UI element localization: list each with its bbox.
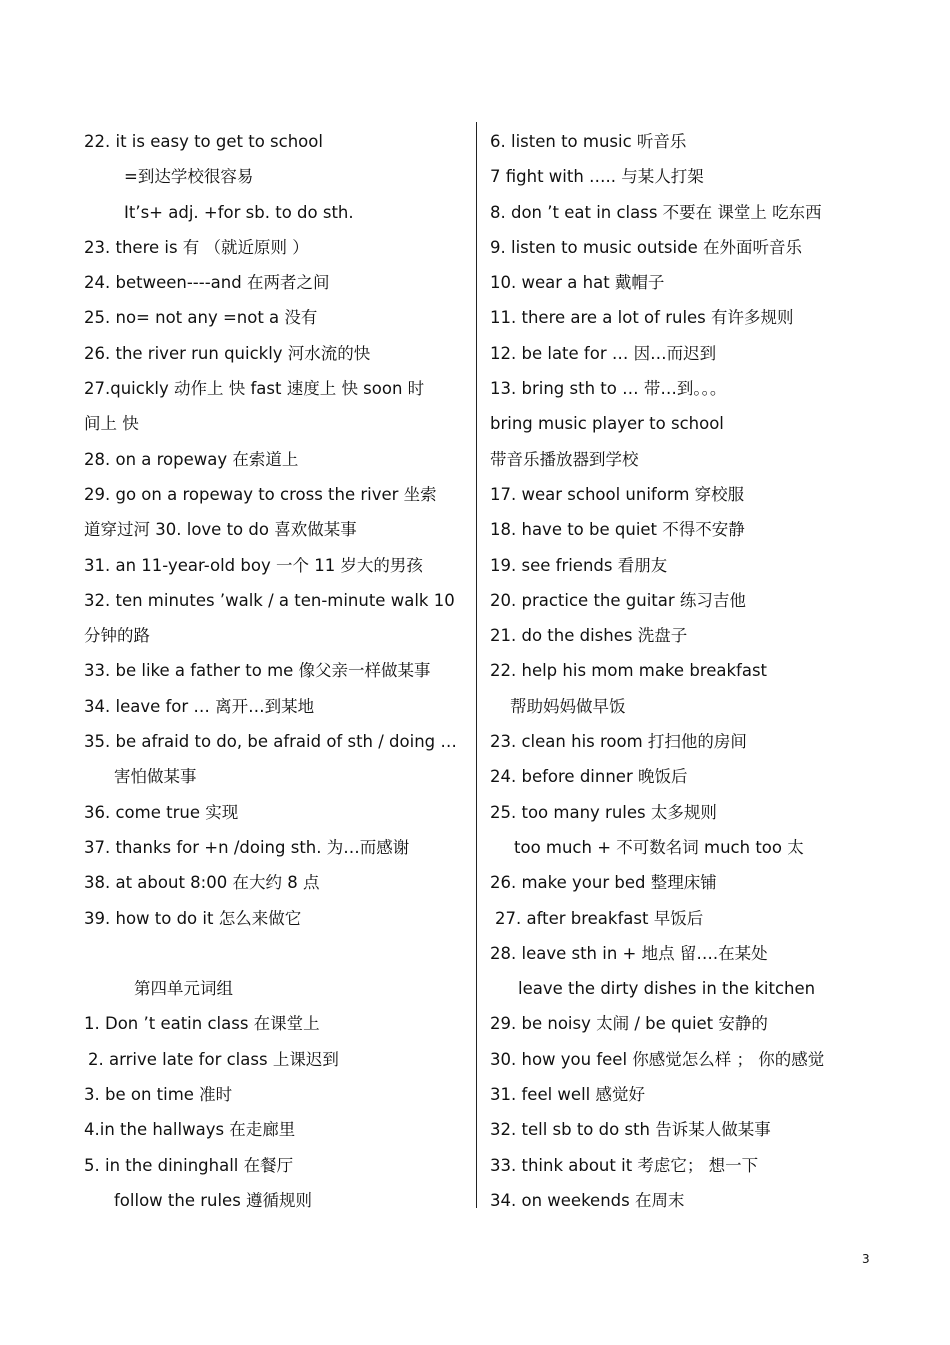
phrase-line: 33. be like a father to me 像父亲一样做某事	[84, 661, 431, 681]
phrase-line: 21. do the dishes 洗盘子	[490, 626, 688, 646]
phrase-line: 32. tell sb to do sth 告诉某人做某事	[490, 1120, 771, 1140]
phrase-line: 31. feel well 感觉好	[490, 1085, 645, 1105]
phrase-line: bring music player to school	[490, 414, 724, 434]
phrase-line: 24. between----and 在两者之间	[84, 273, 330, 293]
phrase-line: 38. at about 8:00 在大约 8 点	[84, 873, 320, 893]
phrase-line: 28. on a ropeway 在索道上	[84, 449, 299, 469]
left-column	[84, 124, 464, 1218]
phrase-line: 34. leave for … 离开…到某地	[84, 696, 315, 716]
phrase-line: 25. too many rules 太多规则	[490, 802, 717, 822]
phrase-line: 27. after breakfast 早饭后	[495, 908, 704, 928]
phrase-line: 22. help his mom make breakfast	[490, 661, 768, 681]
phrase-line: 17. wear school uniform 穿校服	[490, 484, 745, 504]
phrase-line: 25. no= not any =not a 没有	[84, 308, 318, 328]
phrase-line: 29. be noisy 太闹 / be quiet 安静的	[490, 1014, 768, 1034]
phrase-line: 8. don ’t eat in class 不要在 课堂上 吃东西	[490, 202, 822, 222]
phrase-line: 间上 快	[84, 414, 139, 434]
phrase-line: 23. there is 有 （就近原则 ）	[84, 237, 309, 257]
phrase-line: 帮助妈妈做早饭	[510, 696, 626, 716]
phrase-line: 39. how to do it 怎么来做它	[84, 908, 302, 928]
phrase-line: 9. listen to music outside 在外面听音乐	[490, 237, 802, 257]
column-divider	[476, 122, 477, 1208]
phrase-line: 22. it is easy to get to school	[84, 132, 323, 151]
phrase-line: follow the rules 遵循规则	[114, 1190, 313, 1210]
phrase-line: 10. wear a hat 戴帽子	[490, 273, 665, 293]
phrase-line: 第四单元词组	[134, 979, 233, 999]
phrase-line: 26. make your bed 整理床铺	[490, 873, 717, 893]
phrase-line: 23. clean his room 打扫他的房间	[490, 732, 747, 752]
phrase-line: 32. ten minutes ’walk / a ten-minute walk 10	[84, 590, 455, 610]
phrase-line: 34. on weekends 在周末	[490, 1190, 685, 1210]
phrase-line: 24. before dinner 晚饭后	[490, 767, 688, 787]
phrase-line: 2. arrive late for class 上课迟到	[88, 1049, 339, 1069]
phrase-line: 害怕做某事	[114, 767, 197, 787]
phrase-line: 26. the river run quickly 河水流的快	[84, 343, 371, 363]
phrase-line: 29. go on a ropeway to cross the river 坐索	[84, 484, 437, 504]
phrase-line: 1. Don ’t eatin class 在课堂上	[84, 1014, 320, 1034]
phrase-line: leave the dirty dishes in the kitchen	[518, 979, 816, 999]
phrase-line: 35. be afraid to do, be afraid of sth / doing …	[84, 732, 457, 752]
phrase-line: 28. leave sth in + 地点 留….在某处	[490, 943, 768, 963]
blank-line	[84, 936, 464, 971]
phrase-line: too much + 不可数名词 much too 太	[514, 837, 804, 857]
phrase-line: 37. thanks for +n /doing sth. 为…而感谢	[84, 837, 410, 857]
phrase-line: 分钟的路	[84, 626, 150, 646]
phrase-line: 19. see friends 看朋友	[490, 555, 668, 575]
phrase-line: 带音乐播放器到学校	[490, 449, 639, 469]
right-column	[490, 124, 870, 1218]
phrase-line: 6. listen to music 听音乐	[490, 132, 687, 151]
phrase-line: 33. think about it 考虑它； 想一下	[490, 1155, 759, 1175]
phrase-line: 18. have to be quiet 不得不安静	[490, 520, 745, 540]
phrase-line: 7 fight with ….. 与某人打架	[490, 167, 704, 187]
phrase-line: 27.quickly 动作上 快 fast 速度上 快 soon 时	[84, 379, 425, 399]
phrase-line: 20. practice the guitar 练习吉他	[490, 590, 746, 610]
phrase-line: 13. bring sth to … 带…到。。。	[490, 379, 727, 399]
phrase-line: 31. an 11-year-old boy 一个 11 岁大的男孩	[84, 555, 423, 575]
phrase-line: 4.in the hallways 在走廊里	[84, 1120, 296, 1140]
phrase-line: =到达学校很容易	[124, 167, 254, 187]
phrase-line: 道穿过河 30. love to do 喜欢做某事	[84, 520, 357, 540]
page-number: 3	[862, 1252, 870, 1266]
phrase-line: It’s+ adj. +for sb. to do sth.	[124, 202, 354, 222]
phrase-line: 3. be on time 准时	[84, 1085, 233, 1105]
phrase-line: 5. in the dininghall 在餐厅	[84, 1155, 294, 1175]
phrase-line: 11. there are a lot of rules 有许多规则	[490, 308, 794, 328]
phrase-line: 12. be late for … 因…而迟到	[490, 343, 717, 363]
phrase-line: 36. come true 实现	[84, 802, 239, 822]
phrase-line: 30. how you feel 你感觉怎么样 ； 你的感觉	[490, 1049, 825, 1069]
